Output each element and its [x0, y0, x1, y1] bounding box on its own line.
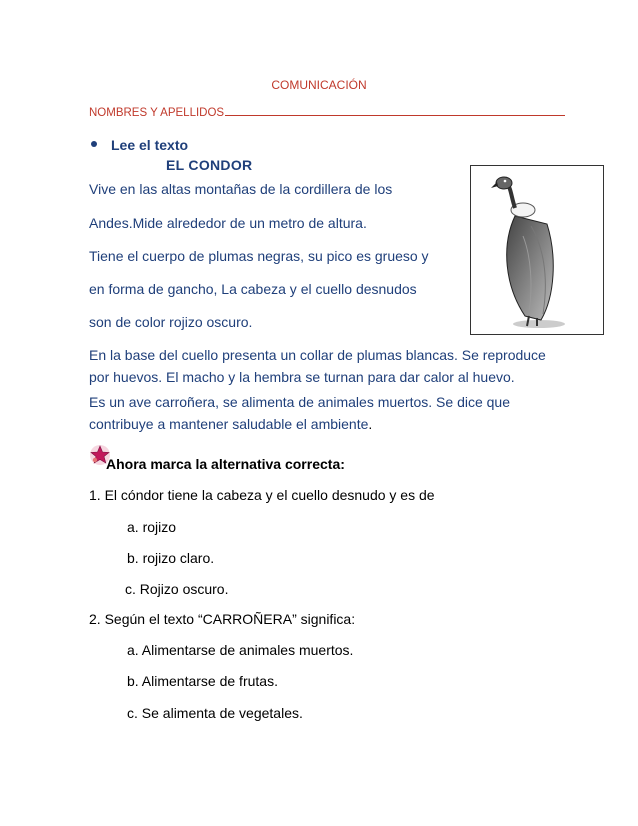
question-2-option-c[interactable]: c. Se alimenta de vegetales.: [127, 705, 303, 721]
reading-line: en forma de gancho, La cabeza y el cuello desnudos: [89, 281, 417, 297]
page-title: COMUNICACIÓN: [271, 78, 367, 92]
question-1: 1. El cóndor tiene la cabeza y el cuello desnudo y es de: [89, 487, 435, 503]
reading-line: Tiene el cuerpo de plumas negras, su pico es grueso y: [89, 248, 429, 264]
reading-paragraph-3: [89, 391, 569, 435]
condor-illustration: [470, 165, 604, 335]
reading-paragraph-3-main: Es un ave carroñera, se alimenta de animales muertos. Se dice que contribuye a mantener saludable el ambiente: [89, 394, 511, 432]
reading-paragraph-3-end: .: [368, 416, 373, 432]
reading-line: son de color rojizo oscuro.: [89, 314, 253, 330]
reading-line: Vive en las altas montañas de la cordillera de los: [89, 181, 393, 197]
instruction-text: Lee el texto: [111, 137, 189, 153]
reading-title: EL CONDOR: [166, 157, 253, 173]
question-2: 2. Según el texto “CARROÑERA” significa:: [89, 611, 356, 627]
condor-icon: [471, 166, 603, 334]
question-2-option-b[interactable]: b. Alimentarse de frutas.: [127, 673, 278, 689]
question-1-option-b[interactable]: b. rojizo claro.: [127, 550, 215, 566]
question-2-option-a[interactable]: a. Alimentarse de animales muertos.: [127, 642, 354, 658]
instruction: [91, 137, 188, 153]
names-blank-line[interactable]: [225, 115, 565, 116]
question-1-option-a[interactable]: a. rojizo: [127, 519, 177, 535]
reading-paragraph-2: En la base del cuello presenta un collar de plumas blancas. Se reproduce por huevos. El macho y la hembra se turnan para dar calor al huevo.: [89, 347, 546, 385]
activity-title: Ahora marca la alternativa correcta:: [106, 456, 345, 472]
names-label: NOMBRES Y APELLIDOS: [89, 107, 225, 119]
names-field[interactable]: [89, 107, 565, 119]
question-1-option-c[interactable]: c. Rojizo oscuro.: [125, 581, 229, 597]
bullet-icon: [91, 141, 97, 147]
reading-line: Andes.Mide alrededor de un metro de altura.: [89, 215, 367, 231]
